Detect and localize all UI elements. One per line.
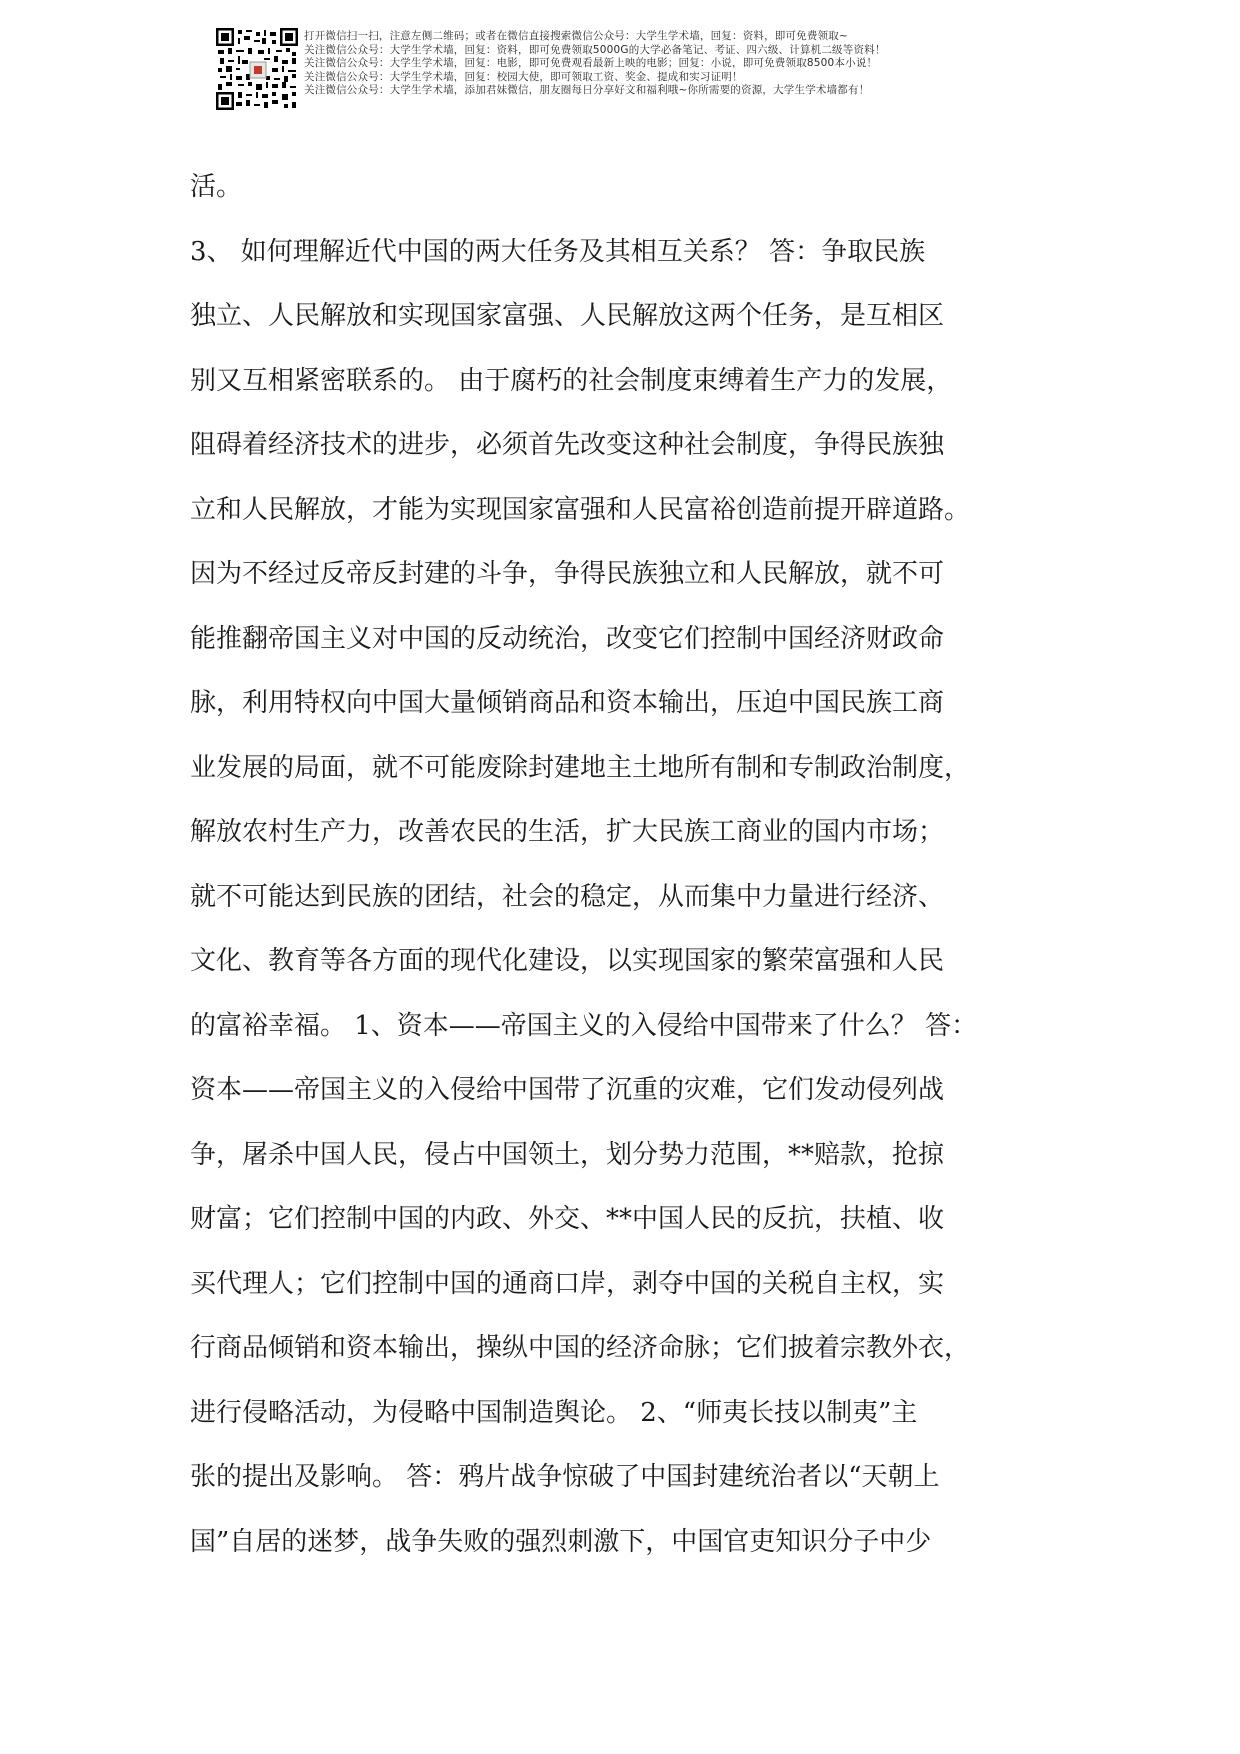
promo-line: 关注微信公众号：大学生学术墙，回复：校园大使，即可领取工资、奖金、提成和实习证明！ — [304, 70, 743, 83]
text-line: 3、 如何理解近代中国的两大任务及其相互关系？ 答：争取民族 — [190, 236, 926, 267]
promo-line: 关注微信公众号：大学生学术墙，添加君妹微信，朋友圈每日分享好文和福利哦~你所需要的资源，大学生学术墙都有！ — [304, 84, 870, 97]
text-line: 解放农村生产力，改善农民的生活，扩大民族工商业的国内市场； — [190, 817, 945, 847]
document-body — [190, 155, 1070, 1574]
text-line: 资本——帝国主义的入侵给中国带了沉重的灾难，它们发动侵列战 — [190, 1075, 945, 1105]
text-line: 文化、教育等各方面的现代化建设，以实现国家的繁荣富强和人民 — [190, 946, 945, 976]
text-line: 业发展的局面，就不可能废除封建地主土地所有制和专制政治制度， — [190, 752, 971, 783]
text-line: 行商品倾销和资本输出，操纵中国的经济命脉；它们披着宗教外衣， — [190, 1333, 971, 1363]
qr-code-icon — [216, 28, 298, 110]
promo-line: 关注微信公众号：大学生学术墙，回复：资料，即可免费领取5000G的大学必备笔记、考证、四六级、计算机二级等资料！ — [304, 43, 886, 56]
text-line: 脉，利用特权向中国大量倾销商品和资本输出，压迫中国民族工商 — [190, 688, 945, 718]
text-line: 能推翻帝国主义对中国的反动统治，改变它们控制中国经济财政命 — [190, 623, 945, 654]
text-line: 财富；它们控制中国的内政、外交、**中国人民的反抗，扶植、收 — [190, 1204, 945, 1234]
text-line: 国”自居的迷梦，战争失败的强烈刺激下，中国官吏知识分子中少 — [190, 1526, 932, 1557]
text-line: 因为不经过反帝反封建的斗争，争得民族独立和人民解放，就不可 — [190, 559, 945, 589]
text-line: 活。 — [190, 172, 243, 202]
text-line: 别又互相紧密联系的。 由于腐朽的社会制度束缚着生产力的发展， — [190, 365, 953, 396]
text-line: 买代理人；它们控制中国的通商口岸，剥夺中国的关税自主权，实 — [190, 1268, 945, 1299]
promo-line: 打开微信扫一扫，注意左侧二维码；或者在微信直接搜索微信公众号：大学生学术墙，回复：资料，即可免费领取~ — [304, 30, 848, 42]
text-line: 进行侵略活动，为侵略中国制造舆论。 2、“师夷长技以制夷”主 — [190, 1397, 918, 1428]
page-header — [216, 28, 1036, 112]
text-line: 张的提出及影响。 答：鸦片战争惊破了中国封建统治者以“天朝上 — [190, 1462, 940, 1492]
promo-text — [304, 30, 1044, 98]
text-line: 阻碍着经济技术的进步，必须首先改变这种社会制度，争得民族独 — [190, 430, 945, 460]
text-line: 的富裕幸福。 1、资本——帝国主义的入侵给中国带来了什么？ 答： — [190, 1010, 978, 1041]
text-line: 就不可能达到民族的团结，社会的稳定，从而集中力量进行经济、 — [190, 881, 945, 912]
promo-line: 关注微信公众号：大学生学术墙，回复：电影，即可免费观看最新上映的电影；回复：小说，即可免费领取8500本小说！ — [304, 57, 878, 70]
text-line: 争，屠杀中国人民，侵占中国领土，划分势力范围，**赔款，抢掠 — [190, 1139, 945, 1170]
text-line: 独立、人民解放和实现国家富强、人民解放这两个任务，是互相区 — [190, 301, 945, 331]
text-line: 立和人民解放，才能为实现国家富强和人民富裕创造前提开辟道路。 — [190, 494, 971, 525]
